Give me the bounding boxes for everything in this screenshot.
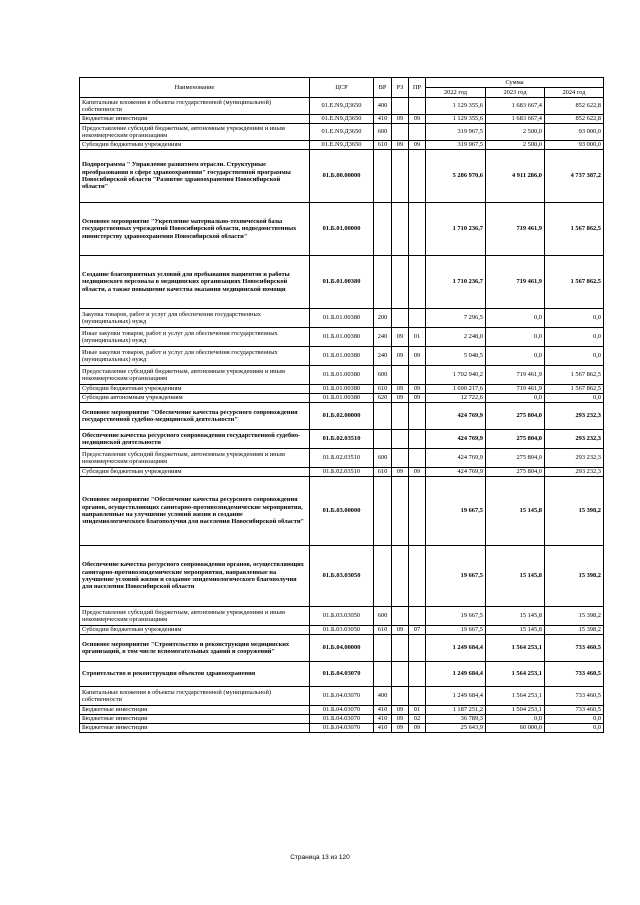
- page-number: Страница 13 из 120: [290, 854, 350, 861]
- table-row: [80, 430, 604, 449]
- cell-csr: 01.Б.04.03070: [310, 724, 374, 733]
- cell-name: Бюджетные инвестиции: [80, 724, 310, 733]
- cell-pr: [409, 635, 426, 662]
- cell-sum-2022: 1 187 251,2: [426, 706, 486, 715]
- table-row: [80, 706, 604, 715]
- cell-csr: 01.Б.01.00380: [310, 256, 374, 309]
- cell-sum-2024: 93 000,0: [545, 141, 604, 150]
- cell-rz: [392, 546, 409, 607]
- table-row: [80, 449, 604, 468]
- cell-name: Закупка товаров, работ и услуг для обеспечения государственных (муниципальных) нужд: [80, 309, 310, 328]
- cell-name: Субсидии бюджетным учреждениям: [80, 468, 310, 477]
- cell-sum-2024: 1 567 862,5: [545, 385, 604, 394]
- cell-sum-2024: 852 622,8: [545, 115, 604, 124]
- cell-pr: [409, 662, 426, 687]
- table-row: [80, 626, 604, 635]
- cell-sum-2022: 5 048,5: [426, 347, 486, 366]
- cell-rz: 09: [392, 115, 409, 124]
- cell-sum-2024: 293 232,3: [545, 403, 604, 430]
- cell-sum-2024: 1 567 862,5: [545, 256, 604, 309]
- cell-sum-2022: 319 967,5: [426, 141, 486, 150]
- cell-sum-2023: 2 500,0: [486, 124, 545, 141]
- table-row: [80, 385, 604, 394]
- cell-pr: [409, 309, 426, 328]
- cell-pr: [409, 449, 426, 468]
- cell-pr: 02: [409, 715, 426, 724]
- cell-sum-2022: 19 667,5: [426, 477, 486, 546]
- cell-name: Капитальные вложения в объекты государственной (муниципальной) собственности: [80, 687, 310, 706]
- cell-sum-2024: 0,0: [545, 715, 604, 724]
- cell-vr: [374, 635, 392, 662]
- cell-sum-2022: 424 769,9: [426, 449, 486, 468]
- cell-pr: [409, 477, 426, 546]
- table-row: [80, 347, 604, 366]
- cell-pr: [409, 203, 426, 256]
- cell-sum-2024: 15 398,2: [545, 607, 604, 626]
- cell-vr: 610: [374, 385, 392, 394]
- table-row: [80, 309, 604, 328]
- table-row: [80, 635, 604, 662]
- table-body: [80, 98, 604, 733]
- cell-sum-2023: 1 564 253,1: [486, 687, 545, 706]
- cell-csr: 01.Б.03.00000: [310, 477, 374, 546]
- cell-name: Бюджетные инвестиции: [80, 115, 310, 124]
- cell-sum-2022: 424 769,9: [426, 403, 486, 430]
- cell-rz: 09: [392, 141, 409, 150]
- cell-rz: 09: [392, 328, 409, 347]
- cell-csr: 01.Б.02.03510: [310, 468, 374, 477]
- budget-table: [79, 77, 604, 733]
- header-year-2023: 2023 год: [486, 88, 545, 98]
- table-row: [80, 687, 604, 706]
- cell-rz: 09: [392, 385, 409, 394]
- cell-name: Подпрограмма " Управление развитием отрасли. Структурные преобразования в сфере здравоохранения" государственной программы Новосибирской области "Развитие здравоохранения Новосибирской области": [80, 150, 310, 203]
- cell-sum-2023: 1 683 667,4: [486, 98, 545, 115]
- table-row: [80, 468, 604, 477]
- cell-csr: 01.Е.N9.Д3650: [310, 124, 374, 141]
- cell-name: Бюджетные инвестиции: [80, 706, 310, 715]
- cell-name: Основное мероприятие "Строительство и реконструкция медицинских организаций, в том числе вспомогательных зданий и сооружений": [80, 635, 310, 662]
- cell-csr: 01.Е.N9.Д3650: [310, 141, 374, 150]
- cell-vr: 400: [374, 687, 392, 706]
- cell-sum-2023: 275 804,0: [486, 403, 545, 430]
- cell-name: Предоставление субсидий бюджетным, автономным учреждениям и иным некоммерческим организациям: [80, 607, 310, 626]
- cell-rz: [392, 662, 409, 687]
- cell-rz: [392, 309, 409, 328]
- cell-sum-2024: 0,0: [545, 724, 604, 733]
- cell-name: Основное мероприятие "Укрепление материально-технической базы государственных учреждений Новосибирской области, подведомственных министерству здравоохранения Новосибирской области": [80, 203, 310, 256]
- cell-csr: 01.Б.04.03070: [310, 706, 374, 715]
- header-vr: ВР: [374, 78, 392, 98]
- cell-sum-2023: 1 504 253,1: [486, 706, 545, 715]
- cell-sum-2022: 1 710 236,7: [426, 203, 486, 256]
- table-row: [80, 477, 604, 546]
- header-csr: ЦСР: [310, 78, 374, 98]
- cell-sum-2022: 19 667,5: [426, 626, 486, 635]
- table-row: [80, 203, 604, 256]
- cell-csr: 01.Б.01.00380: [310, 394, 374, 403]
- table-row: [80, 662, 604, 687]
- cell-sum-2023: 1 564 253,1: [486, 635, 545, 662]
- cell-sum-2024: 0,0: [545, 394, 604, 403]
- cell-pr: 09: [409, 115, 426, 124]
- cell-sum-2024: 293 232,3: [545, 468, 604, 477]
- cell-sum-2023: 0,0: [486, 309, 545, 328]
- cell-rz: [392, 366, 409, 385]
- cell-sum-2023: 60 000,0: [486, 724, 545, 733]
- cell-csr: 01.Б.01.00380: [310, 366, 374, 385]
- cell-sum-2023: 275 804,0: [486, 468, 545, 477]
- cell-sum-2024: 293 232,3: [545, 430, 604, 449]
- cell-csr: 01.Б.02.00000: [310, 403, 374, 430]
- header-year-2022: 2022 год: [426, 88, 486, 98]
- cell-sum-2022: 424 769,9: [426, 468, 486, 477]
- cell-csr: 01.Б.04.00000: [310, 635, 374, 662]
- cell-vr: 410: [374, 724, 392, 733]
- cell-csr: 01.Б.01.00380: [310, 328, 374, 347]
- cell-sum-2023: 0,0: [486, 347, 545, 366]
- cell-sum-2024: 852 622,8: [545, 98, 604, 115]
- cell-vr: [374, 403, 392, 430]
- cell-rz: [392, 403, 409, 430]
- cell-sum-2023: 15 145,8: [486, 626, 545, 635]
- cell-sum-2024: 1 567 862,5: [545, 203, 604, 256]
- cell-name: Основное мероприятие "Обеспечение качества ресурсного сопровождения органов, осуществляющих санитарно-противоэпидемические мероприятия, направленные на улучшение условий жизни и создание эпидемиологического благополучия для населения Новосибирской области": [80, 477, 310, 546]
- cell-rz: 09: [392, 468, 409, 477]
- cell-pr: [409, 687, 426, 706]
- cell-sum-2024: 733 460,5: [545, 687, 604, 706]
- cell-pr: [409, 366, 426, 385]
- cell-pr: [409, 150, 426, 203]
- cell-vr: 200: [374, 309, 392, 328]
- cell-vr: [374, 546, 392, 607]
- table-row: [80, 98, 604, 115]
- cell-pr: 01: [409, 706, 426, 715]
- cell-pr: 01: [409, 328, 426, 347]
- cell-vr: 600: [374, 366, 392, 385]
- cell-vr: 240: [374, 328, 392, 347]
- cell-sum-2022: 1 249 684,4: [426, 662, 486, 687]
- cell-sum-2022: 1 249 684,4: [426, 687, 486, 706]
- table-row: [80, 394, 604, 403]
- table-row: [80, 328, 604, 347]
- cell-sum-2022: 319 967,5: [426, 124, 486, 141]
- cell-vr: [374, 203, 392, 256]
- cell-sum-2023: 4 911 286,0: [486, 150, 545, 203]
- cell-sum-2024: 733 460,5: [545, 662, 604, 687]
- cell-csr: 01.Е.N9.Д3650: [310, 115, 374, 124]
- table-row: [80, 115, 604, 124]
- cell-csr: 01.Б.03.03050: [310, 546, 374, 607]
- table-row: [80, 141, 604, 150]
- cell-rz: 09: [392, 626, 409, 635]
- cell-vr: 610: [374, 468, 392, 477]
- cell-name: Предоставление субсидий бюджетным, автономным учреждениям и иным некоммерческим организациям: [80, 124, 310, 141]
- cell-vr: 410: [374, 715, 392, 724]
- table-row: [80, 150, 604, 203]
- cell-sum-2024: 15 398,2: [545, 626, 604, 635]
- cell-name: Создание благоприятных условий для пребывания пациентов и работы медицинского персонала в медицинских организациях Новосибирской области, а также повышение качества оказания медицинской помощи: [80, 256, 310, 309]
- cell-rz: 09: [392, 394, 409, 403]
- cell-csr: 01.Б.01.00380: [310, 347, 374, 366]
- cell-sum-2022: 5 286 970,6: [426, 150, 486, 203]
- cell-csr: 01.Е.N9.Д3650: [310, 98, 374, 115]
- cell-sum-2023: 719 461,9: [486, 366, 545, 385]
- cell-sum-2022: 12 722,6: [426, 394, 486, 403]
- cell-sum-2023: 0,0: [486, 715, 545, 724]
- cell-sum-2022: 1 249 684,4: [426, 635, 486, 662]
- cell-name: Предоставление субсидий бюджетным, автономным учреждениям и иным некоммерческим организациям: [80, 449, 310, 468]
- cell-sum-2022: 424 769,9: [426, 430, 486, 449]
- cell-sum-2023: 15 145,8: [486, 546, 545, 607]
- cell-pr: 09: [409, 724, 426, 733]
- cell-sum-2022: 25 643,9: [426, 724, 486, 733]
- cell-sum-2024: 733 460,5: [545, 635, 604, 662]
- cell-sum-2023: 275 804,0: [486, 449, 545, 468]
- cell-vr: 600: [374, 124, 392, 141]
- cell-name: Иные закупки товаров, работ и услуг для обеспечения государственных (муниципальных) нужд: [80, 328, 310, 347]
- cell-vr: [374, 256, 392, 309]
- cell-sum-2022: 7 296,5: [426, 309, 486, 328]
- cell-sum-2024: 93 000,0: [545, 124, 604, 141]
- cell-csr: 01.Б.02.03510: [310, 430, 374, 449]
- cell-name: Основное мероприятие "Обеспечение качества ресурсного сопровождения государственной судебно-медицинской деятельности": [80, 403, 310, 430]
- cell-name: Субсидии бюджетным учреждениям: [80, 141, 310, 150]
- cell-csr: 01.Б.04.03070: [310, 687, 374, 706]
- cell-pr: [409, 256, 426, 309]
- cell-sum-2023: 2 500,0: [486, 141, 545, 150]
- cell-rz: [392, 203, 409, 256]
- cell-sum-2023: 719 461,9: [486, 203, 545, 256]
- cell-sum-2024: 4 737 387,2: [545, 150, 604, 203]
- cell-sum-2022: 1 702 940,2: [426, 366, 486, 385]
- cell-sum-2024: 733 460,5: [545, 706, 604, 715]
- cell-sum-2024: 15 398,2: [545, 477, 604, 546]
- cell-rz: [392, 477, 409, 546]
- cell-vr: 600: [374, 449, 392, 468]
- cell-sum-2023: 719 461,9: [486, 256, 545, 309]
- cell-rz: [392, 150, 409, 203]
- cell-sum-2024: 0,0: [545, 328, 604, 347]
- table-row: [80, 256, 604, 309]
- cell-sum-2022: 19 667,5: [426, 607, 486, 626]
- cell-name: Бюджетные инвестиции: [80, 715, 310, 724]
- cell-csr: 01.Б.02.03510: [310, 449, 374, 468]
- header-sum: Сумма: [426, 78, 604, 88]
- cell-sum-2024: 15 398,2: [545, 546, 604, 607]
- cell-pr: 09: [409, 141, 426, 150]
- cell-sum-2022: 1 690 217,6: [426, 385, 486, 394]
- table-row: [80, 546, 604, 607]
- table-row: [80, 715, 604, 724]
- cell-name: Субсидии бюджетным учреждениям: [80, 385, 310, 394]
- header-name: Наименование: [80, 78, 310, 98]
- cell-vr: 400: [374, 98, 392, 115]
- cell-vr: 600: [374, 607, 392, 626]
- cell-pr: 09: [409, 394, 426, 403]
- cell-rz: 09: [392, 724, 409, 733]
- cell-pr: [409, 98, 426, 115]
- table-row: [80, 403, 604, 430]
- cell-name: Строительство и реконструкция объектов здравоохранения: [80, 662, 310, 687]
- cell-sum-2023: 0,0: [486, 394, 545, 403]
- cell-sum-2022: 36 789,3: [426, 715, 486, 724]
- cell-csr: 01.Б.00.00000: [310, 150, 374, 203]
- cell-pr: 09: [409, 468, 426, 477]
- cell-sum-2023: 15 145,8: [486, 607, 545, 626]
- cell-rz: [392, 449, 409, 468]
- cell-rz: [392, 635, 409, 662]
- cell-name: Капитальные вложения в объекты государственной (муниципальной) собственности: [80, 98, 310, 115]
- cell-pr: [409, 430, 426, 449]
- cell-pr: 09: [409, 347, 426, 366]
- cell-rz: 09: [392, 347, 409, 366]
- cell-vr: 410: [374, 115, 392, 124]
- cell-vr: 240: [374, 347, 392, 366]
- cell-rz: 09: [392, 715, 409, 724]
- cell-csr: 01.Б.01.00380: [310, 309, 374, 328]
- cell-csr: 01.Б.03.03050: [310, 626, 374, 635]
- cell-sum-2024: 0,0: [545, 309, 604, 328]
- cell-pr: [409, 403, 426, 430]
- table-row: [80, 724, 604, 733]
- cell-vr: [374, 430, 392, 449]
- cell-rz: 09: [392, 706, 409, 715]
- cell-rz: [392, 687, 409, 706]
- cell-sum-2024: 293 232,3: [545, 449, 604, 468]
- cell-sum-2022: 1 710 236,7: [426, 256, 486, 309]
- cell-vr: 410: [374, 706, 392, 715]
- cell-sum-2023: 275 804,0: [486, 430, 545, 449]
- cell-name: Субсидии автономным учреждениям: [80, 394, 310, 403]
- cell-vr: 620: [374, 394, 392, 403]
- cell-sum-2023: 15 145,8: [486, 477, 545, 546]
- cell-sum-2023: 1 564 253,1: [486, 662, 545, 687]
- cell-vr: 610: [374, 626, 392, 635]
- cell-sum-2024: 1 567 862,5: [545, 366, 604, 385]
- cell-pr: [409, 546, 426, 607]
- cell-vr: [374, 150, 392, 203]
- cell-csr: 01.Б.01.00380: [310, 385, 374, 394]
- cell-name: Субсидии бюджетным учреждениям: [80, 626, 310, 635]
- cell-csr: 01.Б.04.03070: [310, 662, 374, 687]
- cell-pr: 07: [409, 626, 426, 635]
- header-year-2024: 2024 год: [545, 88, 604, 98]
- table-row: [80, 366, 604, 385]
- cell-rz: [392, 430, 409, 449]
- cell-sum-2022: 19 667,5: [426, 546, 486, 607]
- cell-sum-2023: 0,0: [486, 328, 545, 347]
- cell-csr: 01.Б.03.03050: [310, 607, 374, 626]
- cell-rz: [392, 256, 409, 309]
- cell-sum-2023: 1 683 667,4: [486, 115, 545, 124]
- cell-rz: [392, 124, 409, 141]
- cell-vr: [374, 477, 392, 546]
- cell-sum-2022: 1 129 355,6: [426, 98, 486, 115]
- cell-pr: [409, 607, 426, 626]
- cell-name: Обеспечение качества ресурсного сопровождения органов, осуществляющих санитарно-противоэпидемические мероприятия, направленные на улучшение условий жизни и создание эпидемиологического благополучия для населения Новосибирской области: [80, 546, 310, 607]
- header-pr: ПР: [409, 78, 426, 98]
- cell-sum-2024: 0,0: [545, 347, 604, 366]
- cell-vr: [374, 662, 392, 687]
- cell-sum-2023: 719 461,9: [486, 385, 545, 394]
- table-row: [80, 607, 604, 626]
- header-rz: РЗ: [392, 78, 409, 98]
- cell-sum-2022: 2 248,0: [426, 328, 486, 347]
- table-row: [80, 124, 604, 141]
- cell-name: Предоставление субсидий бюджетным, автономным учреждениям и иным некоммерческим организациям: [80, 366, 310, 385]
- cell-vr: 610: [374, 141, 392, 150]
- cell-rz: [392, 607, 409, 626]
- cell-name: Обеспечение качества ресурсного сопровождения государственной судебно-медицинской деятельности: [80, 430, 310, 449]
- cell-sum-2022: 1 129 355,6: [426, 115, 486, 124]
- cell-pr: 09: [409, 385, 426, 394]
- cell-csr: 01.Б.01.00000: [310, 203, 374, 256]
- cell-pr: [409, 124, 426, 141]
- cell-csr: 01.Б.04.03070: [310, 715, 374, 724]
- cell-name: Иные закупки товаров, работ и услуг для обеспечения государственных (муниципальных) нужд: [80, 347, 310, 366]
- cell-rz: [392, 98, 409, 115]
